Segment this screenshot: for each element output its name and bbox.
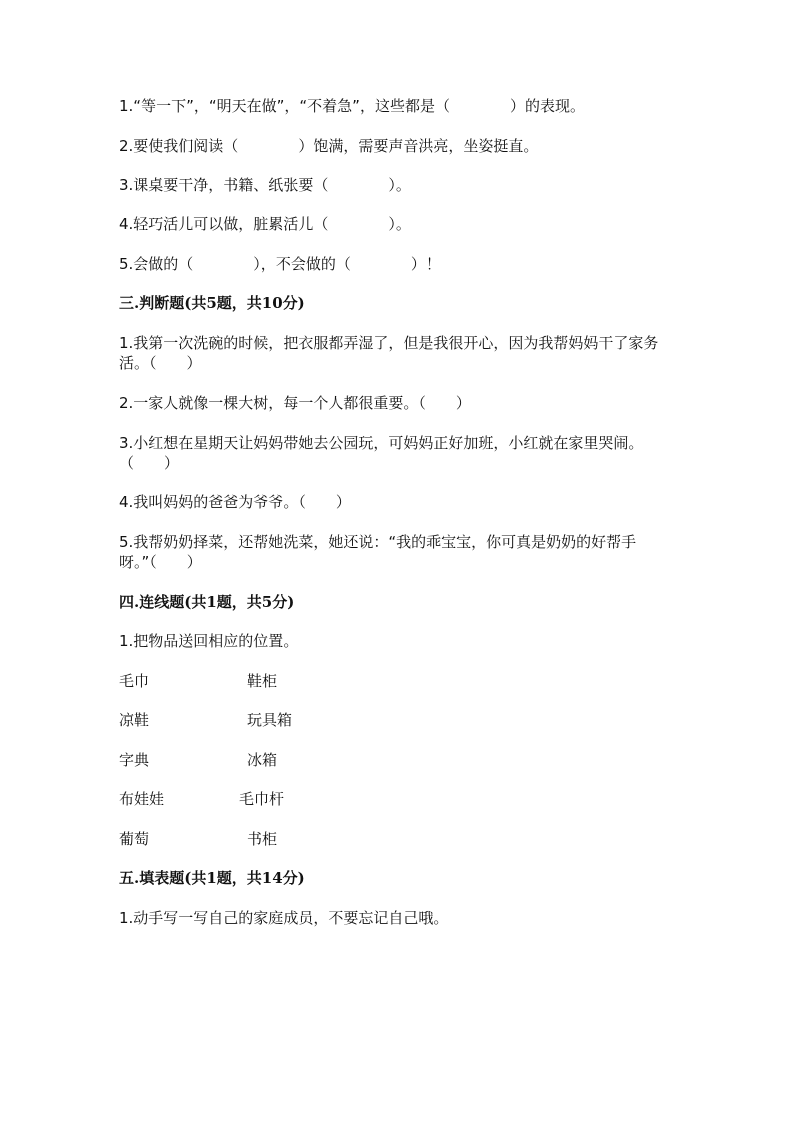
- section-heading-judgement: 三.判断题(共5题，共10分): [119, 294, 305, 312]
- fill-in-q3: 3.课桌要干净，书籍、纸张要（ ）。: [119, 176, 411, 194]
- fill-in-q2: 2.要使我们阅读（ ）饱满，需要声音洪亮，坐姿挺直。: [119, 137, 539, 155]
- matching-item-doll: 布娃娃: [119, 790, 165, 808]
- fill-in-q4: 4.轻巧活儿可以做，脏累活儿（ ）。: [119, 215, 411, 233]
- judgement-q4: 4.我叫妈妈的爸爸为爷爷。（ ）: [119, 493, 351, 511]
- matching-place-towel-rack: 毛巾杆: [239, 790, 285, 808]
- judgement-q5: 5.我帮奶奶择菜，还帮她洗菜，她还说：“我的乖宝宝，你可真是奶奶的好帮手呀。”（ ）: [119, 533, 637, 571]
- matching-item-sandals: 凉鞋: [119, 711, 150, 729]
- matching-item-towel: 毛巾: [119, 672, 150, 690]
- matching-q1: 1.把物品送回相应的位置。: [119, 632, 299, 650]
- matching-place-bookcase: 书柜: [247, 830, 278, 848]
- judgement-q3: 3.小红想在星期天让妈妈带她去公园玩，可妈妈正好加班，小红就在家里哭闹。（ ）: [119, 434, 644, 472]
- matching-place-fridge: 冰箱: [247, 751, 278, 769]
- judgement-q2: 2.一家人就像一棵大树，每一个人都很重要。（ ）: [119, 394, 471, 412]
- matching-place-toy-box: 玩具箱: [247, 711, 293, 729]
- matching-item-dictionary: 字典: [119, 751, 150, 769]
- section-heading-table: 五.填表题(共1题，共14分): [119, 869, 305, 887]
- judgement-q1: 1.我第一次洗碗的时候，把衣服都弄湿了，但是我很开心，因为我帮妈妈干了家务活。（ ）: [119, 334, 659, 372]
- matching-item-grapes: 葡萄: [119, 830, 150, 848]
- table-q1: 1.动手写一写自己的家庭成员，不要忘记自己哦。: [119, 909, 449, 927]
- matching-place-shoe-cabinet: 鞋柜: [247, 672, 278, 690]
- section-heading-matching: 四.连线题(共1题，共5分): [119, 593, 295, 611]
- fill-in-q1: 1.“等一下”，“明天在做”，“不着急”，这些都是（ ）的表现。: [119, 97, 585, 115]
- fill-in-q5: 5.会做的（ ），不会做的（ ）！: [119, 255, 441, 273]
